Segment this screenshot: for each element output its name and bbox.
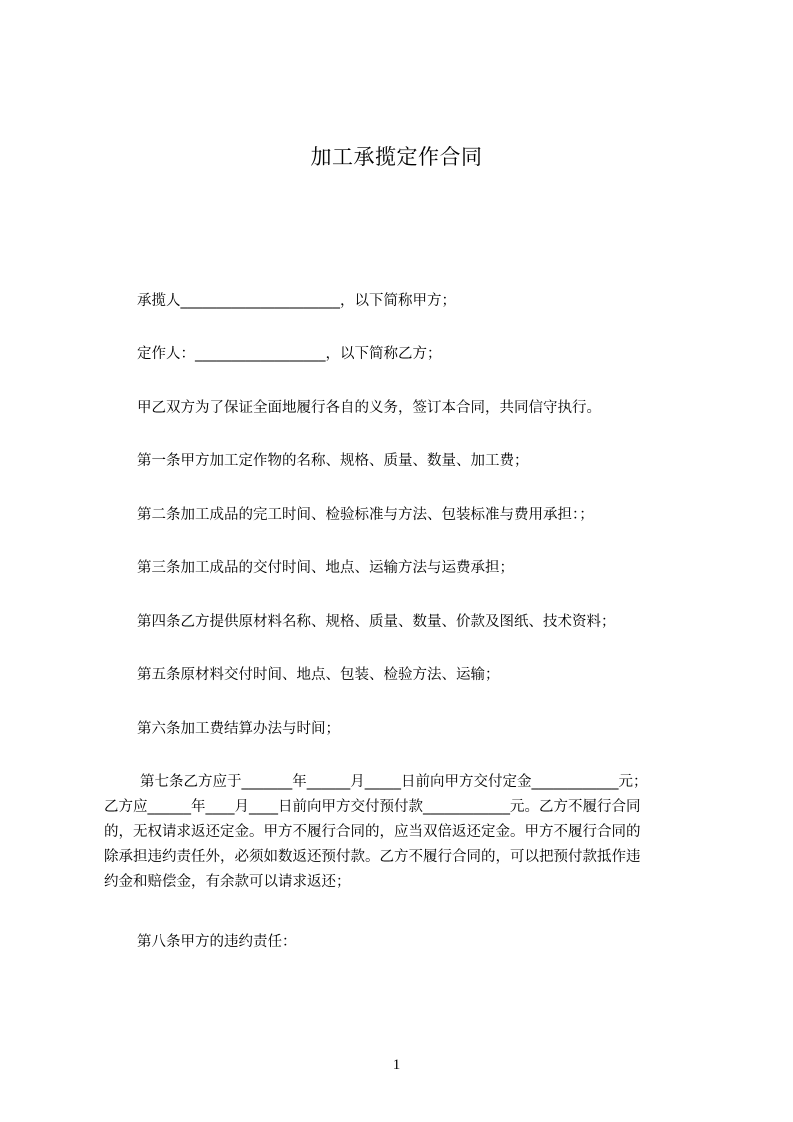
article-7: [104, 770, 698, 895]
article-1: 第一条甲方加工定作物的名称、规格、质量、数量、加工费；: [137, 453, 529, 469]
contractor-line: 承揽人______________________，以下简称甲方；: [137, 293, 456, 309]
article-7-line: 乙方应______年____月____日前向甲方交付预付款____________元。乙方不履行合同: [104, 799, 641, 815]
article-7-line: 约金和赔偿金，有余款可以请求返还；: [104, 874, 351, 890]
article-2: 第二条加工成品的完工时间、检验标准与方法、包装标准与费用承担：；: [137, 507, 594, 523]
preamble-line: 甲乙双方为了保证全面地履行各自的义务，签订本合同，共同信守执行。: [137, 400, 601, 416]
document-title: 加工承揽定作合同: [310, 145, 483, 169]
article-3: 第三条加工成品的交付时间、地点、运输方法与运费承担；: [137, 560, 514, 576]
article-7-line: 除承担违约责任外，必须如数返还预付款。乙方不履行合同的，可以把预付款抵作违: [104, 849, 641, 865]
page-number: 1: [392, 1057, 401, 1073]
article-4: 第四条乙方提供原材料名称、规格、质量、数量、价款及图纸、技术资料；: [137, 614, 616, 630]
article-7-line: 的，无权请求返还定金。甲方不履行合同的，应当双倍返还定金。甲方不履行合同的: [104, 824, 641, 840]
article-5: 第五条原材料交付时间、地点、包装、检验方法、运输；: [137, 667, 500, 683]
article-6: 第六条加工费结算办法与时间；: [137, 721, 340, 737]
ordering-party-line: 定作人：__________________，以下简称乙方；: [137, 346, 442, 362]
article-7-line: 第七条乙方应于_______年______月_____日前向甲方交付定金____________元；: [140, 774, 648, 790]
article-8: 第八条甲方的违约责任：: [137, 934, 297, 950]
